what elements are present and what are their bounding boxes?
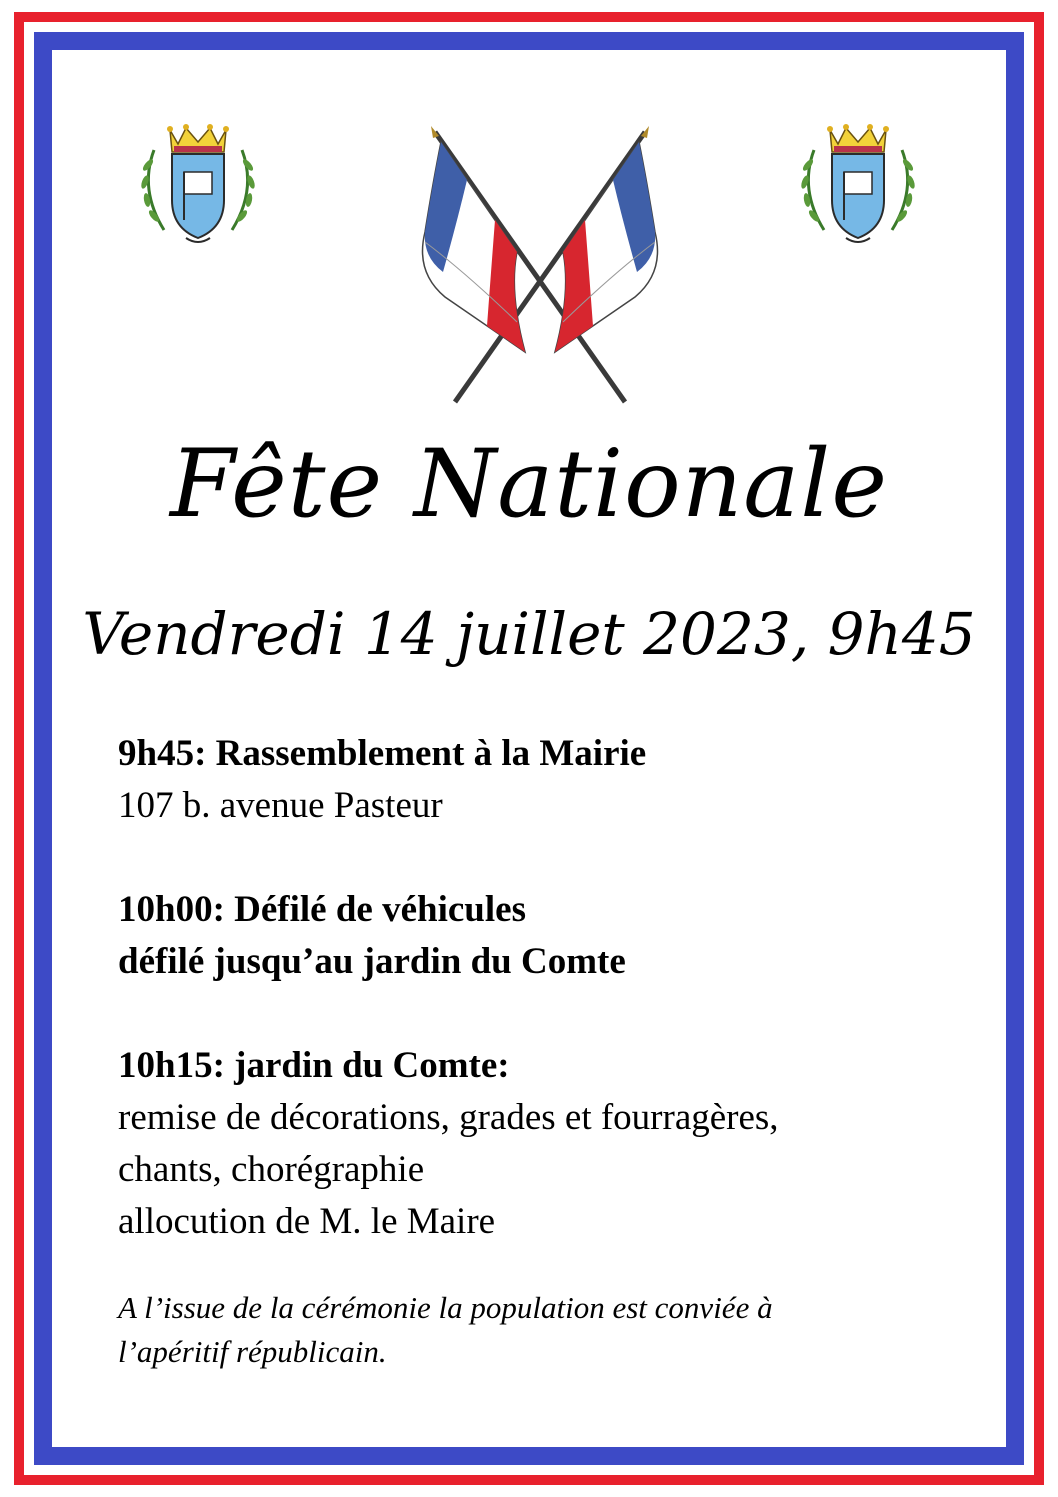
spacer: [118, 988, 938, 1040]
page-title: Fête Nationale: [170, 430, 888, 539]
program-item-detail: chants, chorégraphie: [118, 1149, 425, 1190]
program-item-heading: 10h00: Défilé de véhicules: [118, 889, 526, 930]
crossed-french-flags-icon: [405, 122, 675, 412]
closing-note-line: A l’issue de la cérémonie la population est conviée à: [118, 1290, 773, 1325]
closing-note: [118, 1286, 938, 1374]
spacer: [118, 832, 938, 884]
program-item-detail: remise de décorations, grades et fourragères,: [118, 1097, 779, 1138]
closing-note-line: l’apéritif républicain.: [118, 1334, 387, 1369]
program-item-heading: 10h15: jardin du Comte:: [118, 1045, 510, 1086]
program: [118, 728, 938, 1248]
program-item-heading: 9h45: Rassemblement à la Mairie: [118, 733, 647, 774]
coat-of-arms-icon: [134, 120, 262, 250]
program-item-detail: 107 b. avenue Pasteur: [118, 785, 443, 826]
coat-of-arms-icon: [794, 120, 922, 250]
program-item-detail: défilé jusqu’au jardin du Comte: [118, 941, 626, 982]
event-date: Vendredi 14 juillet 2023, 9h45: [82, 600, 976, 668]
program-item-detail: allocution de M. le Maire: [118, 1201, 496, 1242]
